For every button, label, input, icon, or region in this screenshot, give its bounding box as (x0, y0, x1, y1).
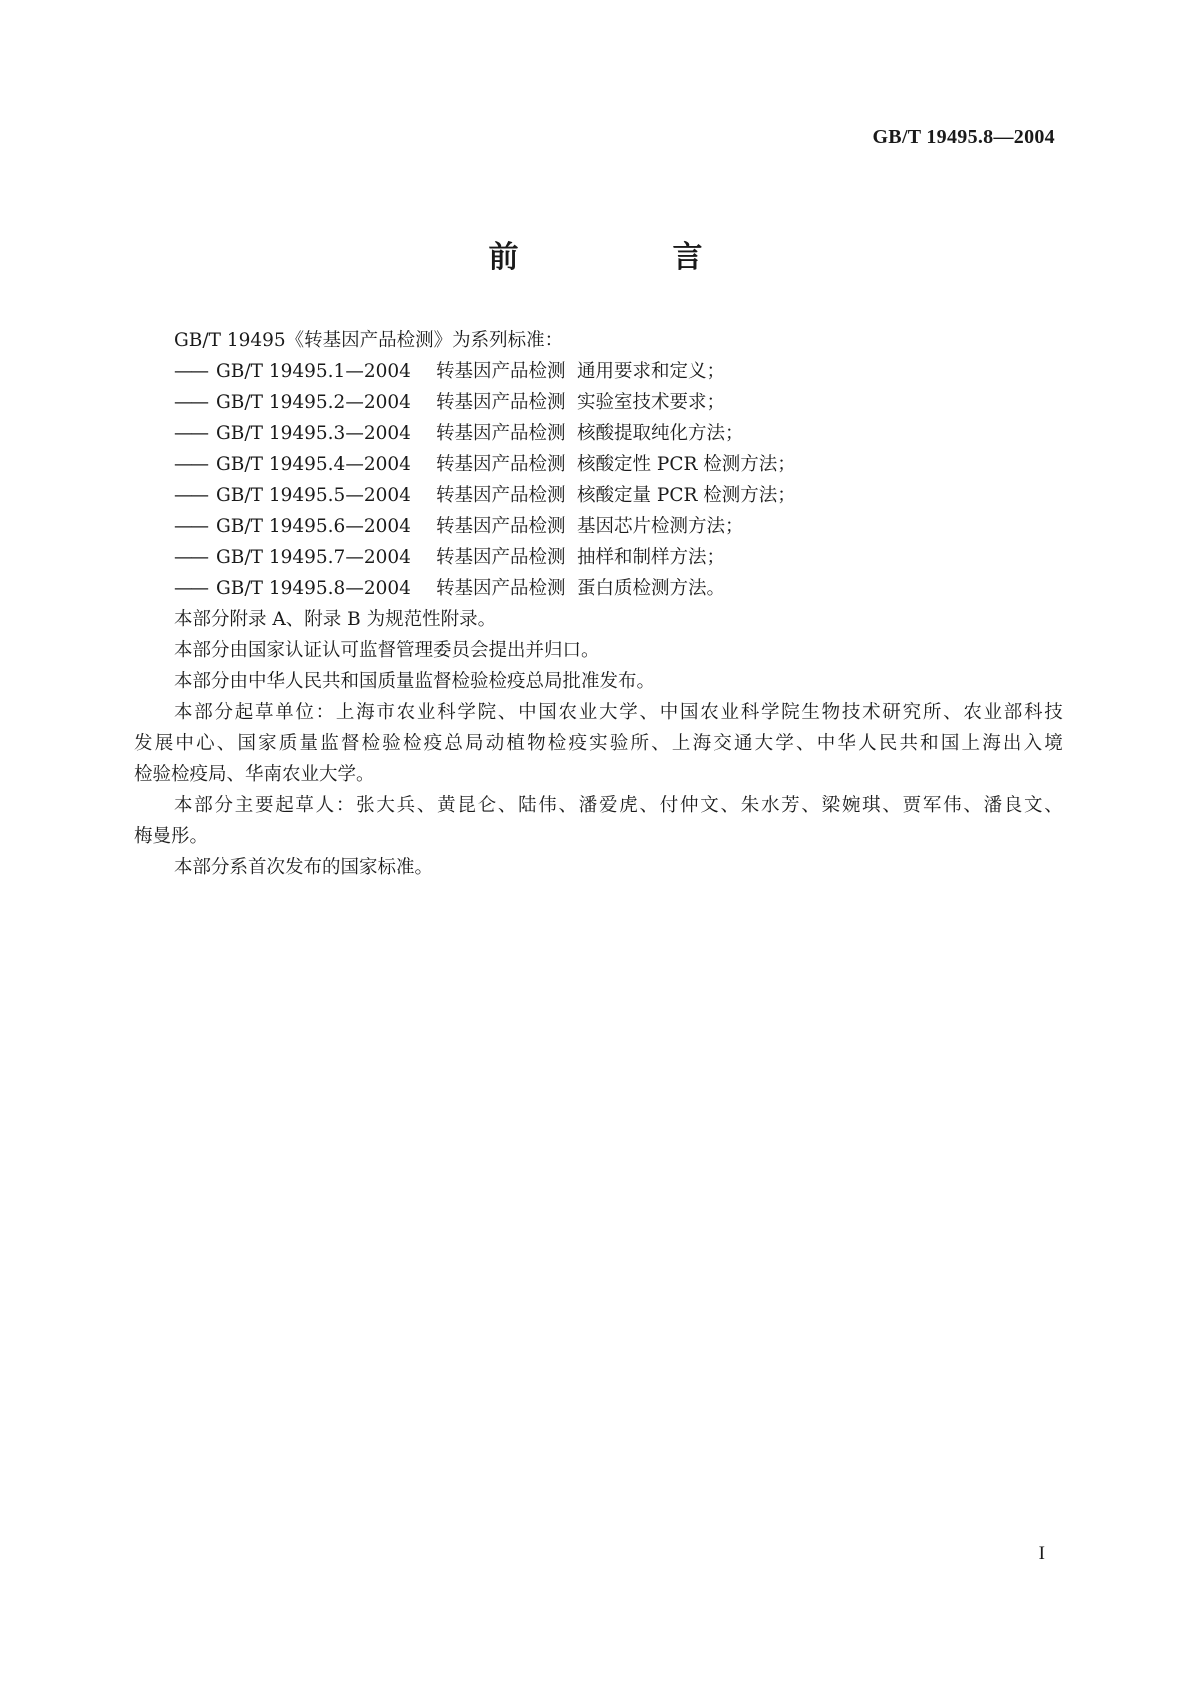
standard-number: GB/T 19495.2—2004 (216, 392, 411, 413)
drafting-units-line: 发展中心、国家质量监督检验检疫总局动植物检疫实验所、上海交通大学、中华人民共和国上海出入境 (134, 733, 1063, 754)
standard-number: GB/T 19495.6—2004 (216, 516, 411, 537)
standard-number: GB/T 19495.4—2004 (216, 454, 411, 475)
series-list-item (134, 387, 1063, 418)
series-category: 转基因产品检测 (436, 578, 566, 599)
list-dash: —— (174, 485, 207, 506)
standard-number: GB/T 19495.5—2004 (216, 485, 411, 506)
foreword-body (134, 325, 1063, 883)
first-release-statement: 本部分系首次发布的国家标准。 (174, 857, 434, 878)
proposed-by-statement: 本部分由国家认证认可监督管理委员会提出并归口。 (174, 640, 600, 661)
page-number: I (1038, 1543, 1045, 1564)
drafters-line: 梅曼彤。 (134, 826, 209, 847)
part-title: 基因芯片检测方法； (577, 516, 744, 537)
part-title: 通用要求和定义； (577, 361, 726, 382)
standard-number: GB/T 19495.8—2004 (216, 578, 411, 599)
standard-code: GB/T 19495.8—2004 (872, 126, 1055, 148)
standard-number: GB/T 19495.1—2004 (216, 361, 411, 382)
part-title: 蛋白质检测方法。 (577, 578, 726, 599)
annex-statement: 本部分附录 A、附录 B 为规范性附录。 (174, 609, 497, 630)
series-category: 转基因产品检测 (436, 361, 566, 382)
series-intro: GB/T 19495《转基因产品检测》为系列标准： (174, 330, 564, 351)
part-title: 抽样和制样方法； (577, 547, 726, 568)
series-category: 转基因产品检测 (436, 485, 566, 506)
series-category: 转基因产品检测 (436, 516, 566, 537)
series-list-item (134, 356, 1063, 387)
list-dash: —— (174, 361, 207, 382)
list-dash: —— (174, 578, 207, 599)
list-dash: —— (174, 454, 207, 475)
list-dash: —— (174, 547, 207, 568)
series-category: 转基因产品检测 (436, 423, 566, 444)
series-list-item (134, 480, 1063, 511)
standard-number: GB/T 19495.7—2004 (216, 547, 411, 568)
series-list-item (134, 542, 1063, 573)
drafters-line: 本部分主要起草人：张大兵、黄昆仑、陆伟、潘爱虎、付仲文、朱水芳、梁婉琪、贾军伟、潘良文、 (174, 795, 1063, 816)
part-title: 核酸提取纯化方法； (577, 423, 744, 444)
list-dash: —— (174, 516, 207, 537)
drafting-units-line: 检验检疫局、华南农业大学。 (134, 764, 375, 785)
series-list-item (134, 511, 1063, 542)
list-dash: —— (174, 423, 207, 444)
series-category: 转基因产品检测 (436, 454, 566, 475)
drafting-units-line: 本部分起草单位：上海市农业科学院、中国农业大学、中国农业科学院生物技术研究所、农业部科技 (174, 702, 1063, 723)
series-category: 转基因产品检测 (436, 392, 566, 413)
part-title: 实验室技术要求； (577, 392, 726, 413)
list-dash: —— (174, 392, 207, 413)
standard-number: GB/T 19495.3—2004 (216, 423, 411, 444)
series-list-item (134, 573, 1063, 604)
series-category: 转基因产品检测 (436, 547, 566, 568)
approved-by-statement: 本部分由中华人民共和国质量监督检验检疫总局批准发布。 (174, 671, 656, 692)
series-list-item (134, 418, 1063, 449)
page-title: 前 言 (488, 240, 765, 275)
series-list-item (134, 449, 1063, 480)
part-title: 核酸定量 PCR 检测方法； (577, 485, 796, 506)
part-title: 核酸定性 PCR 检测方法； (577, 454, 796, 475)
